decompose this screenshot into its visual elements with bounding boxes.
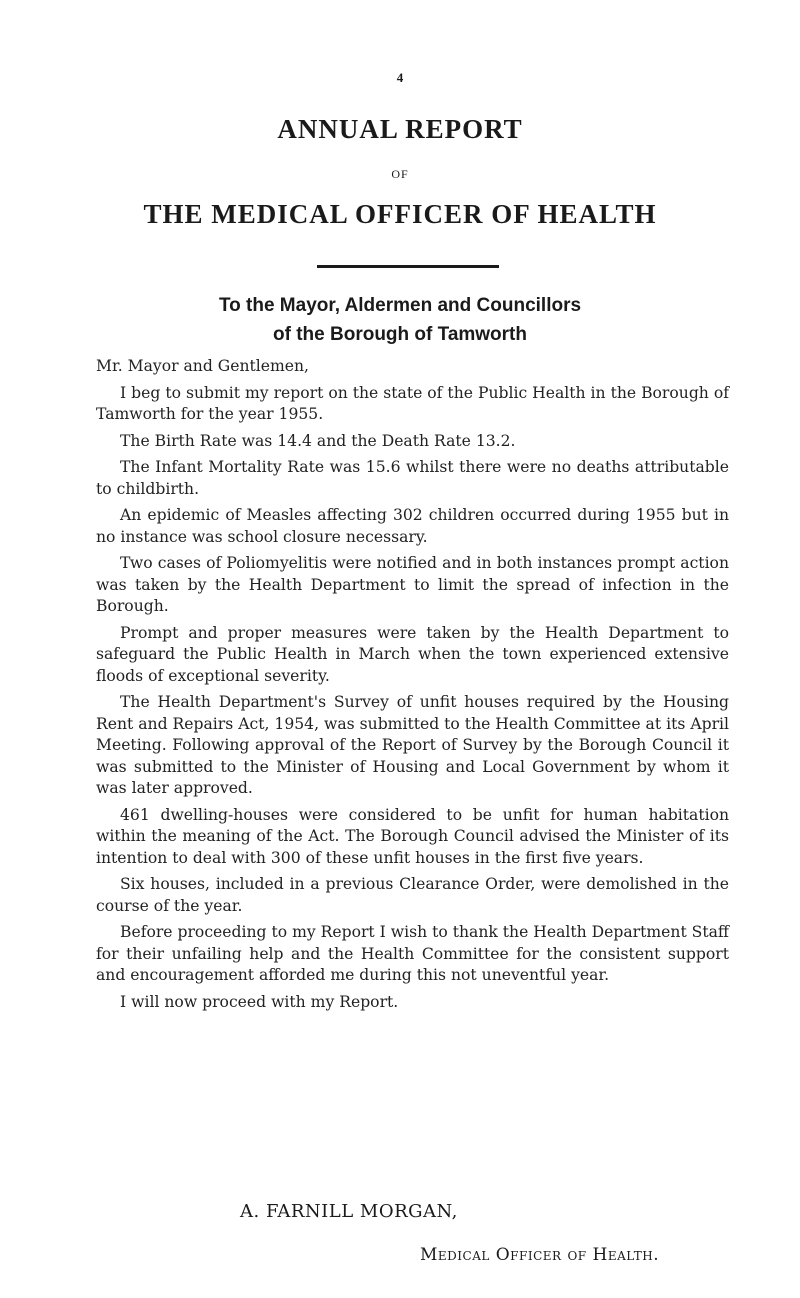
paragraph: I beg to submit my report on the state of the Public Health in the Borough of Tamworth for the year 1955. — [96, 383, 729, 423]
paragraph: I will now proceed with my Report. — [120, 992, 399, 1011]
paragraph: Before proceeding to my Report I wish to thank the Health Department Staff for their unfailing help and the Health Committee for the consistent support and encouragement afforded me during this not uneventful year. — [96, 923, 729, 984]
addressee-line: To the Mayor, Aldermen and Councillors — [218, 295, 582, 316]
addressee-line: of the Borough of Tamworth — [273, 324, 527, 345]
paragraph: Two cases of Poliomyelitis were notified and in both instances prompt action was taken by the Health Department to limit the spread of infection in the Borough. — [96, 554, 729, 615]
salutation: Mr. Mayor and Gentlemen, — [96, 357, 309, 375]
letter-body — [96, 356, 729, 1018]
paragraph: Prompt and proper measures were taken by the Health Department to safeguard the Public Health in March when the town experienced extensive floods of exceptional severity. — [96, 623, 729, 685]
report-title: ANNUAL REPORT — [277, 114, 523, 144]
paragraph: An epidemic of Measles affecting 302 children occurred during 1955 but in no instance was school closure necessary. — [96, 506, 729, 546]
paragraph: The Infant Mortality Rate was 15.6 whilst there were no deaths attributable to childbirth. — [96, 458, 729, 498]
report-subtitle: THE MEDICAL OFFICER OF HEALTH — [143, 199, 657, 229]
signature-title: Medical Officer of Health. — [420, 1245, 660, 1265]
title-divider — [317, 265, 499, 268]
paragraph: The Birth Rate was 14.4 and the Death Rate 13.2. — [120, 431, 516, 450]
signature-name: A. FARNILL MORGAN, — [240, 1201, 458, 1222]
paragraph: Six houses, included in a previous Clearance Order, were demolished in the course of the year. — [96, 875, 729, 915]
page-number: 4 — [396, 70, 404, 85]
title-connector: OF — [391, 167, 409, 181]
addressee-block — [0, 291, 800, 349]
paragraph: 461 dwelling-houses were considered to be unfit for human habitation within the meaning of the Act. The Borough Council advised the Minister of its intention to deal with 300 of these unfit houses in the first five years. — [96, 805, 729, 867]
paragraph: The Health Department's Survey of unfit houses required by the Housing Rent and Repairs Act, 1954, was submitted to the Health Committee at its April Meeting. Following approval of the Report of Survey by the Borough Council it was submitted to the Minister of Housing and Local Government by whom it was later approved. — [96, 693, 729, 797]
